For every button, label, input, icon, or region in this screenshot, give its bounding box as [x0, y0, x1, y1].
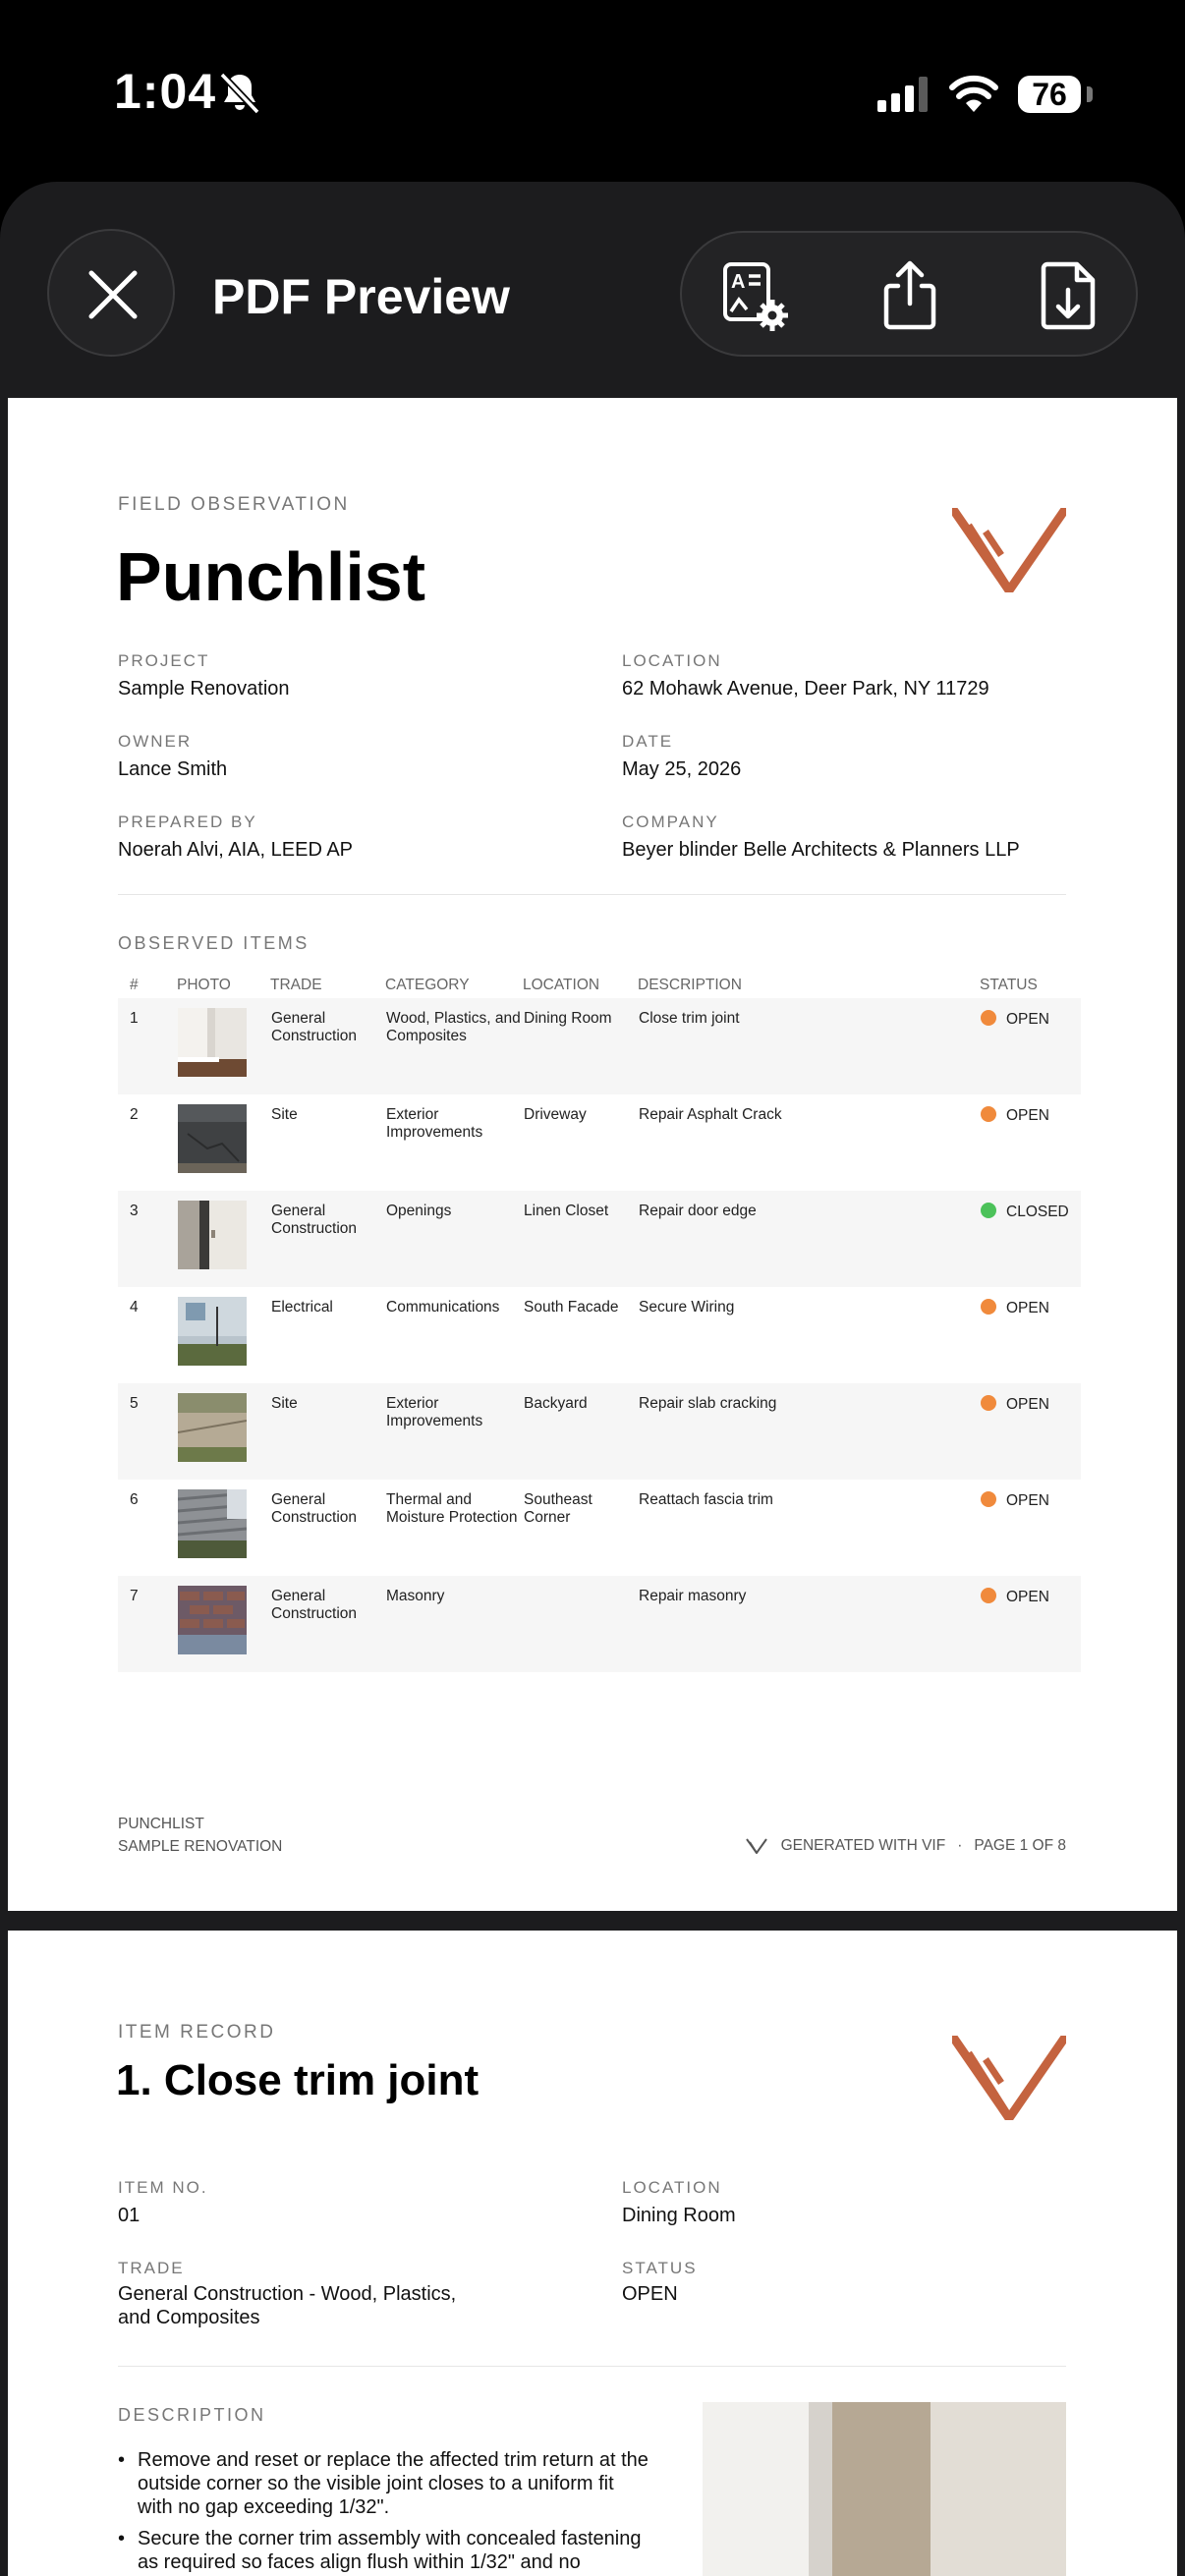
page-eyebrow: FIELD OBSERVATION: [118, 494, 350, 515]
item-photo-large: [703, 2402, 1066, 2576]
row-status: OPEN: [1006, 1107, 1049, 1124]
trade-value: General Construction - Wood, Plastics, and Composites: [118, 2283, 457, 2328]
pdf-page-2: [8, 1931, 1177, 2576]
table-row: [118, 1576, 1081, 1672]
document-download-icon: [1034, 260, 1104, 331]
row-category: Exterior Improvements: [386, 1106, 483, 1141]
status-bar: [0, 0, 1185, 187]
trade-label: TRADE: [118, 2259, 185, 2277]
footer-doc-type: PUNCHLIST: [118, 1816, 204, 1832]
item-photo-door: [178, 1201, 247, 1269]
col-header-location: LOCATION: [523, 977, 600, 993]
row-trade: Electrical: [271, 1299, 333, 1316]
row-photo-cell: [177, 1094, 270, 1191]
row-category: Thermal and Moisture Protection: [386, 1491, 518, 1526]
observed-items-heading: OBSERVED ITEMS: [118, 933, 310, 953]
item-no-label: ITEM NO.: [118, 2178, 208, 2197]
description-heading: DESCRIPTION: [118, 2405, 266, 2425]
table-row: [118, 1287, 1081, 1383]
item-photo-asphalt: [178, 1104, 247, 1173]
date-label: DATE: [622, 732, 674, 751]
close-button[interactable]: [47, 229, 175, 357]
table-row: [118, 1191, 1081, 1287]
wifi-icon: [948, 75, 999, 119]
share-button[interactable]: [875, 260, 945, 331]
pdf-page-1: [8, 398, 1177, 1911]
item-title: 1. Close trim joint: [116, 2056, 480, 2104]
col-header-description: DESCRIPTION: [638, 977, 742, 993]
row-status-cell: [980, 1191, 1081, 1287]
status-label: STATUS: [622, 2259, 698, 2277]
item-photo-fascia: [178, 1489, 247, 1558]
battery-indicator: 76: [1018, 76, 1081, 113]
date-value: May 25, 2026: [622, 758, 742, 780]
prepared-by-value: Noerah Alvi, AIA, LEED AP: [118, 839, 354, 861]
row-trade: Site: [271, 1106, 298, 1123]
row-location: South Facade: [524, 1299, 619, 1316]
footer-project: SAMPLE RENOVATION: [118, 1838, 283, 1855]
col-header-photo: PHOTO: [177, 977, 231, 993]
status-dot-open: [981, 1491, 996, 1507]
footer-separator: ·: [957, 1837, 963, 1854]
table-row: [118, 1480, 1081, 1576]
row-photo-cell: [177, 1191, 270, 1287]
page-title: Punchlist: [116, 538, 426, 615]
col-header-category: CATEGORY: [385, 977, 470, 993]
close-icon: [85, 267, 141, 322]
divider: [118, 2366, 1066, 2367]
location-label: LOCATION: [622, 2178, 722, 2197]
row-location: Dining Room: [523, 998, 638, 1094]
vif-logo: [952, 2036, 1066, 2125]
row-location: [523, 1576, 638, 1672]
document-settings-button[interactable]: [719, 260, 790, 331]
footer-generated: GENERATED WITH VIF: [780, 1837, 946, 1854]
description-list: [118, 2448, 649, 2576]
cellular-signal-icon: [877, 77, 932, 117]
status-dot-open: [981, 1395, 996, 1411]
observed-items-table: [118, 973, 1081, 1672]
owner-value: Lance Smith: [118, 758, 228, 780]
status-dot-open: [981, 1299, 996, 1315]
row-description: Repair slab cracking: [638, 1383, 980, 1480]
col-header-trade: TRADE: [270, 977, 322, 993]
status-dot-open: [981, 1588, 996, 1603]
row-location: Driveway: [524, 1106, 587, 1123]
row-number: 4: [130, 1299, 139, 1316]
row-trade: General Construction: [271, 1491, 358, 1526]
project-value: Sample Renovation: [118, 678, 290, 700]
row-trade: Site: [270, 1383, 385, 1480]
status-dot-open: [981, 1106, 996, 1122]
vif-logo-small: [746, 1838, 767, 1854]
row-number: 1: [118, 998, 177, 1094]
location-value: 62 Mohawk Avenue, Deer Park, NY 11729: [622, 678, 989, 700]
description-item: • Secure the corner trim assembly with concealed fastening as required so faces align flush within 1/32" and no: [118, 2527, 649, 2574]
row-photo-cell: [177, 1287, 270, 1383]
bell-slash-icon: [218, 71, 261, 121]
download-pdf-button[interactable]: [1034, 260, 1104, 331]
prepared-by-label: PREPARED BY: [118, 812, 257, 831]
table-row: [118, 1383, 1081, 1480]
row-number: 5: [118, 1383, 177, 1480]
row-status: CLOSED: [1006, 1204, 1069, 1220]
row-status-cell: [980, 1287, 1081, 1383]
row-status: OPEN: [1006, 1011, 1049, 1028]
row-status: OPEN: [1006, 1300, 1049, 1316]
vif-logo: [952, 508, 1066, 597]
footer-right: [746, 1837, 1066, 1855]
row-description: Repair masonry: [638, 1576, 980, 1672]
row-status-cell: [980, 1480, 1081, 1576]
col-header-status: STATUS: [980, 977, 1038, 993]
item-photo-masonry: [178, 1586, 247, 1654]
status-time: 1:04: [114, 64, 217, 119]
table-header-row: [118, 973, 1081, 998]
status-value: OPEN: [622, 2283, 678, 2305]
row-status-cell: [980, 1094, 1081, 1191]
col-header-num: #: [130, 977, 139, 993]
table-row: [118, 1094, 1081, 1191]
row-number: 7: [118, 1576, 177, 1672]
row-trade: General Construction: [270, 1191, 385, 1287]
table-row: [118, 998, 1081, 1094]
location-value: Dining Room: [622, 2205, 736, 2226]
row-status-cell: [980, 1383, 1081, 1480]
row-description: Repair Asphalt Crack: [639, 1106, 782, 1123]
battery-cap: [1087, 86, 1093, 102]
row-photo-cell: [177, 998, 270, 1094]
row-description: Secure Wiring: [639, 1299, 735, 1316]
description-item: • Remove and reset or replace the affected trim return at the outside corner so the visible joint closes to a uniform fit with no gap exceeding 1/32".: [118, 2448, 649, 2519]
row-location: Backyard: [523, 1383, 638, 1480]
row-description: Repair door edge: [638, 1191, 980, 1287]
row-status: OPEN: [1006, 1492, 1049, 1509]
company-label: COMPANY: [622, 812, 719, 831]
row-location: Southeast Corner: [524, 1491, 592, 1526]
row-photo-cell: [177, 1383, 270, 1480]
row-category: Exterior Improvements: [385, 1383, 523, 1480]
company-value: Beyer blinder Belle Architects & Planners LLP: [622, 839, 1020, 861]
svg-text:A: A: [731, 271, 746, 293]
row-status-cell: [980, 998, 1081, 1094]
row-category: Wood, Plastics, and Composites: [385, 998, 523, 1094]
row-category: Communications: [386, 1299, 500, 1316]
row-photo-cell: [177, 1480, 270, 1576]
page-eyebrow: ITEM RECORD: [118, 2022, 276, 2043]
sheet-title: PDF Preview: [212, 269, 510, 324]
row-category: Openings: [385, 1191, 523, 1287]
row-trade: General Construction: [270, 1576, 385, 1672]
item-no-value: 01: [118, 2205, 141, 2226]
owner-label: OWNER: [118, 732, 193, 751]
row-description: Close trim joint: [638, 998, 980, 1094]
row-number: 3: [118, 1191, 177, 1287]
row-number: 2: [130, 1106, 139, 1123]
item-photo-trim: [178, 1008, 247, 1077]
document-settings-icon: [719, 260, 792, 333]
divider: [118, 894, 1066, 895]
location-label: LOCATION: [622, 651, 722, 670]
footer-page-number: PAGE 1 OF 8: [974, 1837, 1066, 1854]
share-icon: [875, 260, 945, 331]
toolbar-group: [680, 231, 1138, 357]
row-status: OPEN: [1006, 1396, 1049, 1413]
row-description: Reattach fascia trim: [639, 1491, 773, 1508]
status-dot-open: [981, 1010, 996, 1026]
project-label: PROJECT: [118, 651, 210, 670]
row-status: OPEN: [1006, 1589, 1049, 1605]
status-dot-closed: [981, 1203, 996, 1218]
item-photo-slab: [178, 1393, 247, 1462]
row-category: Masonry: [385, 1576, 523, 1672]
item-photo-wiring: [178, 1297, 247, 1366]
row-location: Linen Closet: [523, 1191, 638, 1287]
row-status-cell: [980, 1576, 1081, 1672]
row-number: 6: [130, 1491, 139, 1508]
row-photo-cell: [177, 1576, 270, 1672]
row-trade: General Construction: [270, 998, 385, 1094]
